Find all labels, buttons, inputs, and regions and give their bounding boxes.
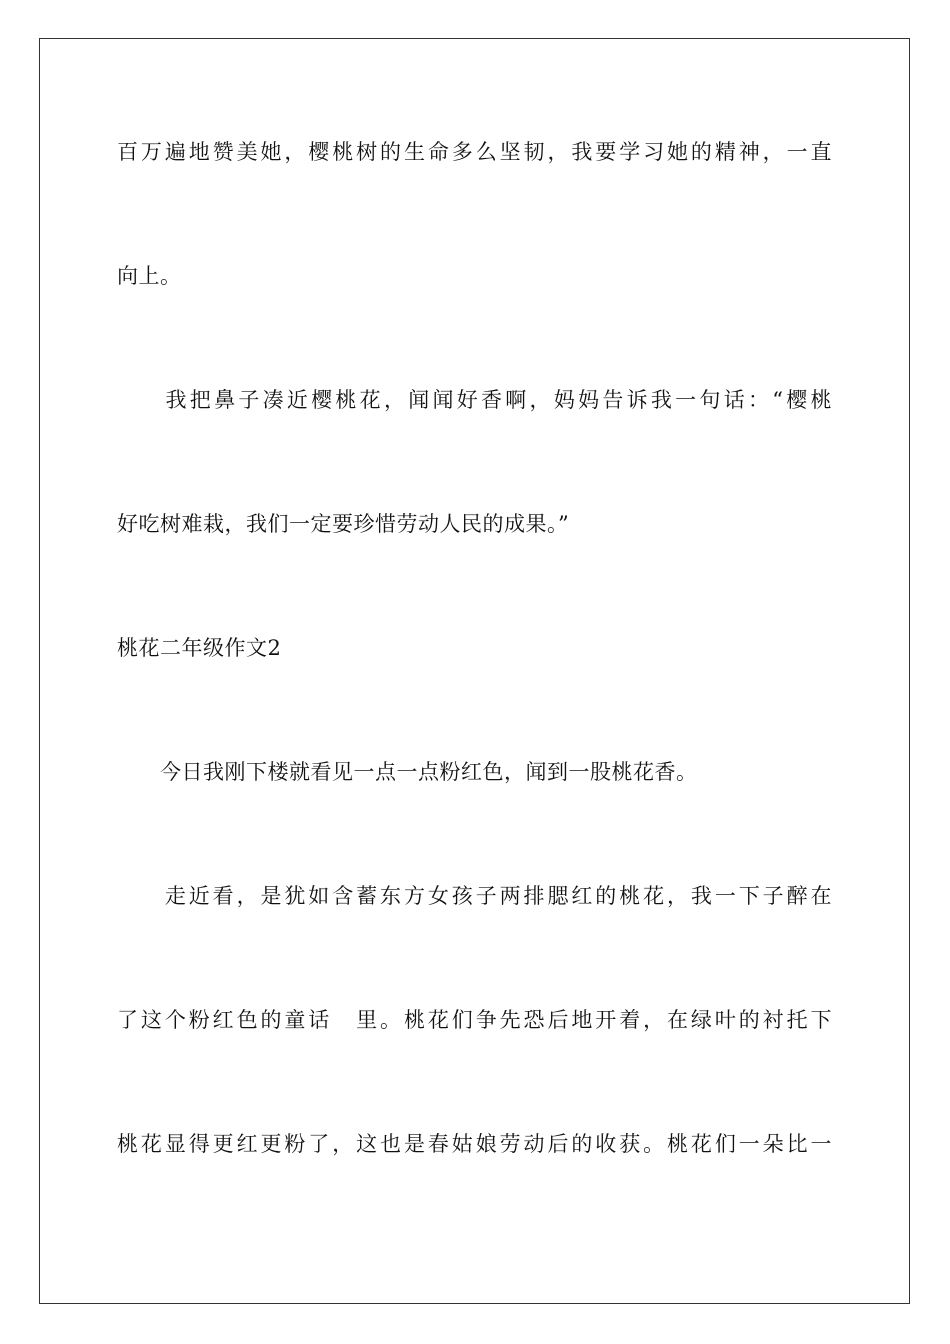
paragraph-line: 我把鼻子凑近樱桃花，闻闻好香啊，妈妈告诉我一句话：“樱桃	[117, 388, 832, 412]
section-heading: 桃花二年级作文2	[117, 636, 282, 660]
paragraph-line: 了这个粉红色的童话 里。桃花们争先恐后地开着，在绿叶的衬托下	[117, 1008, 832, 1032]
paragraph-line: 向上。	[117, 264, 182, 288]
paragraph-line: 走近看，是犹如含蓄东方女孩子两排腮红的桃花，我一下子醉在	[117, 884, 832, 908]
page-border	[39, 38, 910, 1304]
paragraph-line: 好吃树难栽，我们一定要珍惜劳动人民的成果。”	[117, 512, 570, 536]
paragraph-line: 百万遍地赞美她，樱桃树的生命多么坚韧，我要学习她的精神，一直	[117, 140, 832, 164]
paragraph-line: 桃花显得更红更粉了，这也是春姑娘劳动后的收获。桃花们一朵比一	[117, 1132, 832, 1156]
paragraph-line: 今日我刚下楼就看见一点一点粉红色，闻到一股桃花香。	[117, 760, 698, 784]
